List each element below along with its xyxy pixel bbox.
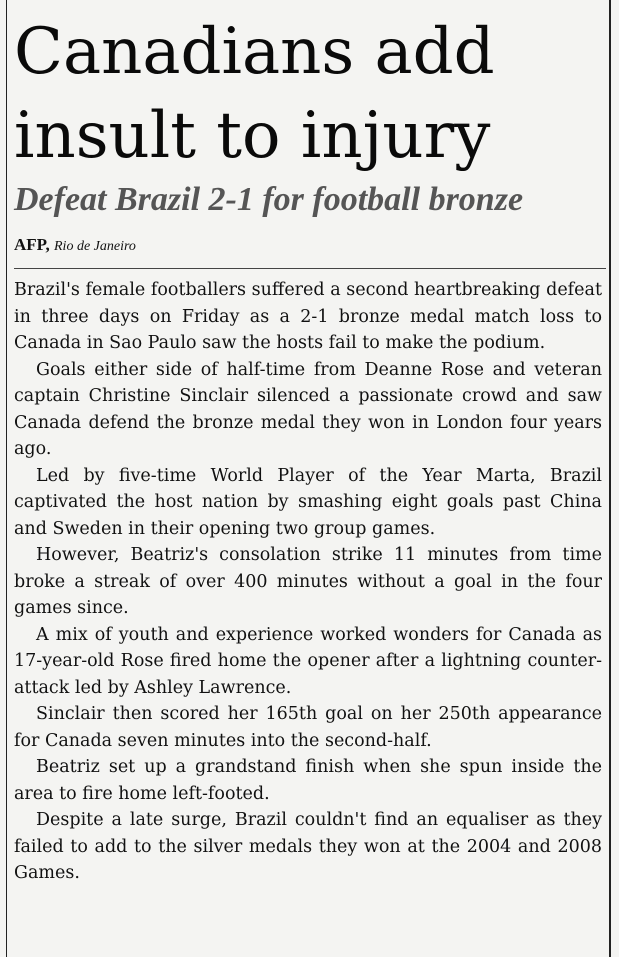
- column-rule-left: [6, 0, 7, 957]
- paragraph: Sinclair then scored her 165th goal on her 250th appearance for Canada seven minutes into the second-half.: [14, 704, 602, 751]
- column-rule-right: [609, 0, 611, 957]
- paragraph: Brazil's female footballers suffered a second heartbreaking defeat in three days on Friday as a 2-1 bronze medal match loss to Canada in Sao Paulo saw the hosts fail to make the podium.: [14, 280, 602, 353]
- paragraph: Goals either side of half-time from Deanne Rose and veteran captain Christine Sinclair silenced a passionate crowd and saw Canada defend the bronze medal they won in London four years ago.: [14, 359, 602, 459]
- byline-agency: AFP,: [14, 235, 50, 254]
- headline-line-2: insult to injury: [14, 99, 491, 173]
- headline: [14, 0, 606, 178]
- paragraph: Beatriz set up a grandstand finish when she spun inside the area to fire home left-footed.: [14, 757, 602, 804]
- paragraph: Despite a late surge, Brazil couldn't find an equaliser as they failed to add to the silver medals they won at the 2004 and 2008 Games.: [14, 810, 602, 883]
- byline-dateline: Rio de Janeiro: [54, 239, 136, 254]
- paragraph: However, Beatriz's consolation strike 11 minutes from time broke a streak of over 400 minutes without a goal in the four games since.: [14, 545, 602, 618]
- byline-divider: [14, 268, 606, 269]
- headline-line-1: Canadians add: [14, 15, 495, 89]
- paragraph: A mix of youth and experience worked wonders for Canada as 17-year-old Rose fired home the opener after a lightning counter-attack led by Ashley Lawrence.: [14, 624, 602, 698]
- article-body: [14, 277, 602, 887]
- paragraph: Led by five-time World Player of the Year Marta, Brazil captivated the host nation by smashing eight goals past China and Sweden in their opening two group games.: [14, 465, 602, 539]
- subheadline: Defeat Brazil 2-1 for football bronze: [14, 181, 524, 218]
- news-article: [14, 0, 606, 887]
- byline: [14, 234, 606, 258]
